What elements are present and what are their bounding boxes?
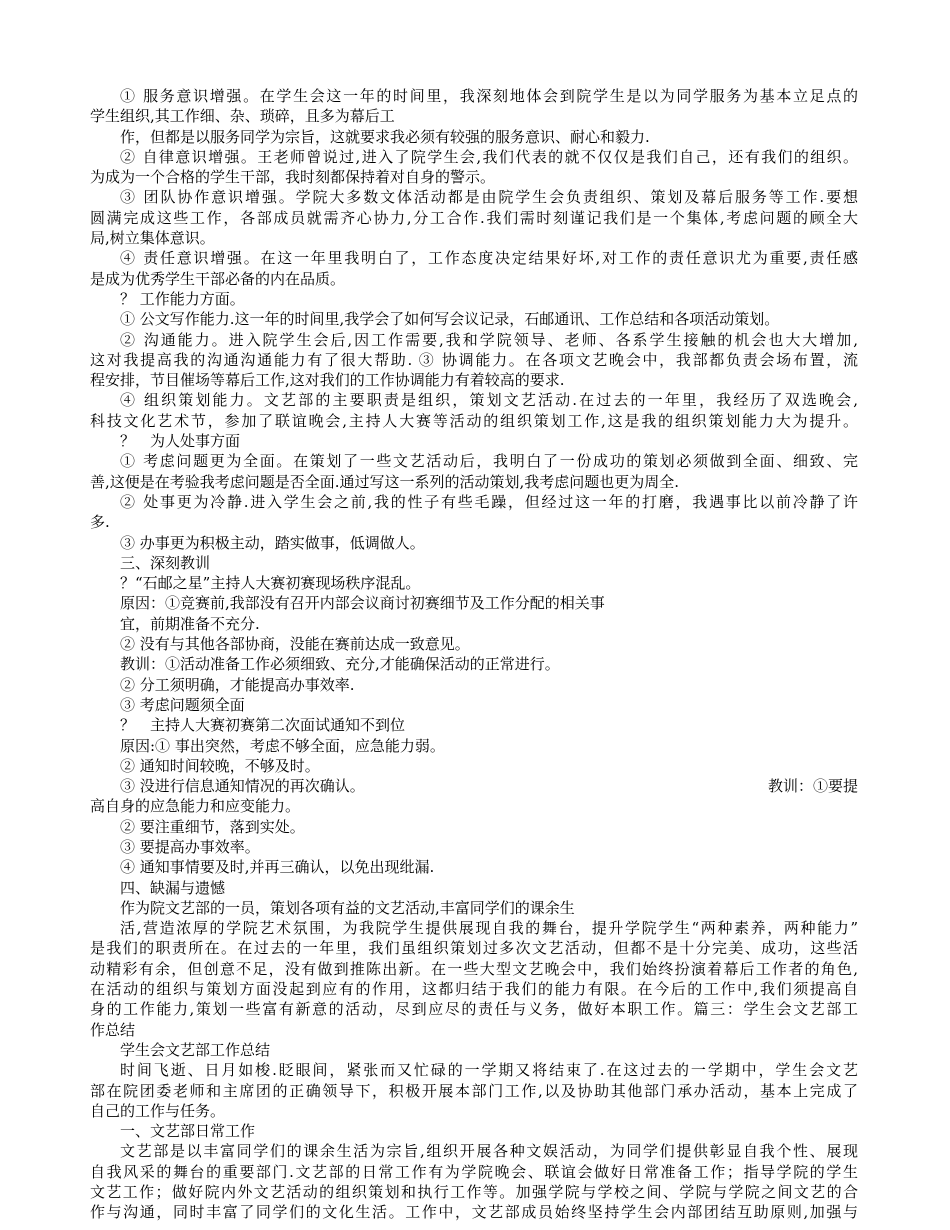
text-line: 三、深刻教训 xyxy=(120,553,211,572)
text-line: ① 考虑问题更为全面。在策划了一些文艺活动后，我明白了一份成功的策划必须做到全面、细致、完 xyxy=(120,452,858,471)
text-line: 文艺部是以丰富同学们的课余生活为宗旨,组织开展各种文娱活动，为同学们提供彰显自我个性、展现 xyxy=(120,1142,858,1161)
text-line: 这对我提高我的沟通沟通能力有了很大帮助. ③ 协调能力。在各项文艺晚会中，我部都负责会场布置，流 xyxy=(90,350,858,369)
text-line: ③ 要提高办事效率。 xyxy=(120,837,260,856)
text-line: 一、文艺部日常工作 xyxy=(120,1122,256,1141)
text-line: 作总结 xyxy=(90,1020,136,1039)
text-line: ② 分工须明确，才能提高办事效率. xyxy=(120,675,355,694)
text-line: 局,树立集体意识。 xyxy=(90,229,215,248)
text-line: ② 自律意识增强。王老师曾说过,进入了院学生会,我们代表的就不仅仅是我们自己，还有我们的组织。 xyxy=(120,147,858,166)
text-line: 动精彩有余，但创意不足，没有做到推陈出新。在一些大型文艺晚会中，我们始终扮演着幕后工作者的角色, xyxy=(90,959,858,978)
text-line: 作为院文艺部的一员，策划各项有益的文艺活动,丰富同学们的课余生 xyxy=(120,898,575,917)
text-line: 部在院团委老师和主席团的正确领导下，积极开展本部门工作,以及协助其他部门承办活动，基本上完成了 xyxy=(90,1081,858,1100)
text-line: 原因：①竞赛前,我部没有召开内部会议商讨初赛细节及工作分配的相关事 xyxy=(120,594,605,613)
text-line: ① 服务意识增强。在学生会这一年的时间里，我深刻地体会到院学生是以为同学服务为基本立足点的 xyxy=(120,87,858,105)
text-line: 是我们的职责所在。在过去的一年里，我们虽组织策划过多次文艺活动，但都不是十分完美、成功，这些活 xyxy=(90,939,858,958)
text-line: 为成为一个合格的学生干部，我时刻都保持着对自身的警示。 xyxy=(90,168,496,187)
text-line: 高自身的应急能力和应变能力。 xyxy=(90,797,301,816)
text-line: 文艺工作；做好院内外文艺活动的组织策划和执行工作等。加强学院与学校之间、学院与学院之间文艺的合 xyxy=(90,1183,858,1202)
text-line: 宜，前期准备不充分. xyxy=(120,614,260,633)
text-line: 作，但都是以服务同学为宗旨，这就要求我必须有较强的服务意识、耐心和毅力. xyxy=(120,127,650,146)
text-line: 自己的工作与任务。 xyxy=(90,1101,226,1120)
text-line: ？“石邮之星”主持人大赛初赛现场秩序混乱。 xyxy=(120,574,421,593)
text-line: 自我风采的舞台的重要部门.文艺部的日常工作有为学院晚会、联谊会做好日常准备工作；指导学院的学生 xyxy=(90,1162,858,1181)
text-line: 科技文化艺术节，参加了联谊晚会,主持人大赛等活动的组织策划工作,这是我的组织策划能力大为提升。 xyxy=(90,411,858,430)
text-line: 活,营造浓厚的学院艺术氛围，为我院学生提供展现自我的舞台，提升学院学生“两种素养，两种能力” xyxy=(120,919,858,938)
text-line: 教训：①活动准备工作必须细致、充分,才能确保活动的正常进行。 xyxy=(120,655,560,674)
text-line: ④ 通知事情要及时,并再三确认，以免出现纰漏. xyxy=(120,858,435,877)
text-line: ？ 工作能力方面。 xyxy=(120,289,245,308)
text-line: ① 公文写作能力.这一年的时间里,我学会了如何写会议记录，石邮通讯、工作总结和各项活动策划。 xyxy=(120,310,780,329)
text-line: 时间飞逝、日月如梭.眨眼间，紧张而又忙碌的一学期又将结束了.在这过去的一学期中，学生会文艺 xyxy=(120,1061,858,1080)
text-line: 身的工作能力,策划一些富有新意的活动，尽到应尽的责任与义务，做好本职工作。篇三：学生会文艺部工 xyxy=(90,1000,858,1019)
text-line: ③ 团队协作意识增强。学院大多数文体活动都是由院学生会负责组织、策划及幕后服务等工作.要想 xyxy=(120,188,858,207)
text-line: 是成为优秀学生干部必备的内在品质。 xyxy=(90,269,346,288)
text-line-right: 教训：①要提 xyxy=(767,777,858,796)
text-line xyxy=(90,776,858,796)
text-line: ④ 责任意识增强。在这一年里我明白了，工作态度决定结果好坏,对工作的责任意识尤为重要,责任感 xyxy=(120,249,858,268)
text-line: 学生组织,其工作细、杂、琐碎，且多为幕后工 xyxy=(90,107,395,126)
text-line: 原因:① 事出突然，考虑不够全面，应急能力弱。 xyxy=(120,736,445,755)
text-line: ② 没有与其他各部协商，没能在赛前达成一致意见。 xyxy=(120,635,470,654)
text-line: 学生会文艺部工作总结 xyxy=(120,1040,271,1059)
text-line: ② 要注重细节，落到实处。 xyxy=(120,817,305,836)
text-line: ② 通知时间较晚，不够及时。 xyxy=(120,756,320,775)
text-line: 圆满完成这些工作，各部成员就需齐心协力,分工合作.我们需时刻谨记我们是一个集体,考虑问题的顾全大 xyxy=(90,208,858,227)
text-line: 多. xyxy=(90,513,110,532)
text-line: ？ 为人处事方面 xyxy=(120,432,241,451)
text-line: 程安排，节目催场等幕后工作,这对我们的工作协调能力有着较高的要求. xyxy=(90,371,565,390)
text-line: 善,这便是在考验我考虑问题是否全面.通过写这一系列的活动策划,我考虑问题也更为周全. xyxy=(90,472,680,491)
text-line: ？ 主持人大赛初赛第二次面试通知不到位 xyxy=(120,716,406,735)
text-line-left: ③ 没进行信息通知情况的再次确认。 xyxy=(120,777,365,796)
text-line: 四、缺漏与遗憾 xyxy=(120,878,226,897)
text-line: ② 沟通能力。进入院学生会后,因工作需要,我和学院领导、老师、各系学生接触的机会也大大增加, xyxy=(120,330,858,349)
text-line: ③ 考虑问题须全面 xyxy=(120,695,245,714)
text-line: 在活动的组织与策划方面没起到应有的作用，这都归结于我们的能力有限。在今后的工作中,我们须提高自 xyxy=(90,980,858,999)
text-line: 作与沟通，同时丰富了同学们的文化生活。工作中，文艺部成员始终坚持学生会内部团结互助原则,加强与 xyxy=(90,1203,858,1222)
text-line: ② 处事更为冷静.进入学生会之前,我的性子有些毛躁，但经过这一年的打磨，我遇事比以前冷静了许 xyxy=(120,492,858,511)
text-line: ④ 组织策划能力。文艺部的主要职责是组织，策划文艺活动.在过去的一年里，我经历了双选晚会, xyxy=(120,391,858,410)
text-line: ③ 办事更为积极主动，踏实做事，低调做人。 xyxy=(120,533,425,552)
